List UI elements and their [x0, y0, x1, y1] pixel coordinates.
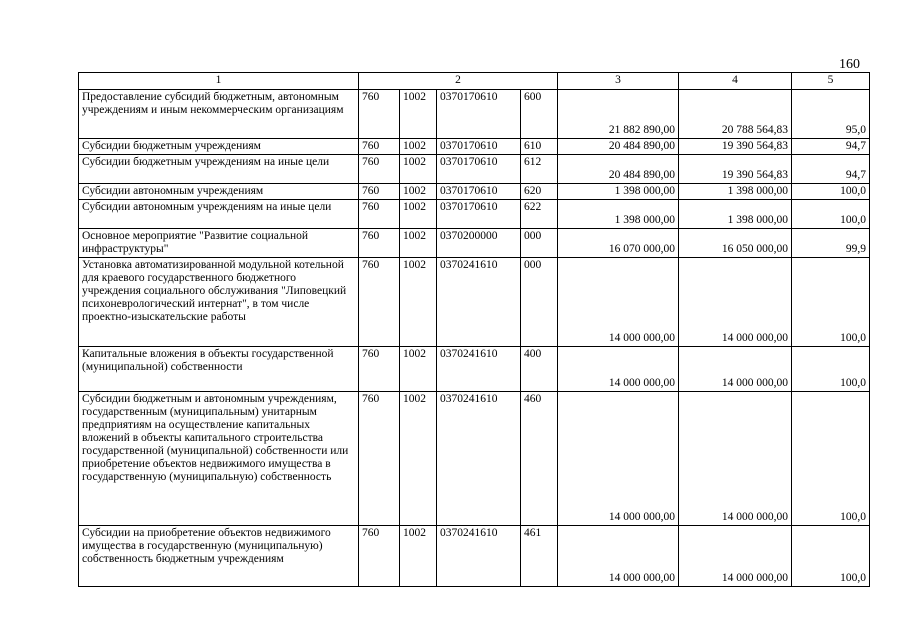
table-row	[79, 258, 870, 347]
page-number: 160	[839, 57, 860, 72]
row-code-expense-type: 000	[521, 258, 558, 347]
row-value-planned: 14 000 000,00	[558, 392, 679, 526]
row-value-executed: 14 000 000,00	[679, 526, 792, 587]
row-code-expense-type: 460	[521, 392, 558, 526]
row-code-admin: 760	[359, 200, 400, 229]
table-row	[79, 155, 870, 184]
row-value-executed: 20 788 564,83	[679, 90, 792, 139]
row-code-admin: 760	[359, 347, 400, 392]
row-code-admin: 760	[359, 258, 400, 347]
row-code-section: 1002	[400, 200, 437, 229]
row-code-section: 1002	[400, 184, 437, 200]
header-row	[79, 73, 870, 90]
row-name: Субсидии автономным учреждениям	[79, 184, 359, 200]
row-value-percent: 99,9	[792, 229, 870, 258]
table-row	[79, 139, 870, 155]
row-name: Установка автоматизированной модульной котельной для краевого государственного бюджетного учреждения социального обслуживания "Липовецкий психоневрологический интернат", в том числе проектно-изыскательские работы	[79, 258, 359, 347]
table-row	[79, 200, 870, 229]
row-name: Основное мероприятие "Развитие социальной инфраструктуры"	[79, 229, 359, 258]
row-value-planned: 16 070 000,00	[558, 229, 679, 258]
row-value-executed: 14 000 000,00	[679, 347, 792, 392]
row-value-percent: 100,0	[792, 184, 870, 200]
row-code-admin: 760	[359, 155, 400, 184]
row-code-target: 0370241610	[437, 392, 521, 526]
row-code-target: 0370170610	[437, 200, 521, 229]
row-value-planned: 20 484 890,00	[558, 155, 679, 184]
row-code-admin: 760	[359, 90, 400, 139]
row-value-planned: 14 000 000,00	[558, 526, 679, 587]
row-code-target: 0370170610	[437, 90, 521, 139]
row-name: Субсидии автономным учреждениям на иные цели	[79, 200, 359, 229]
row-code-target: 0370170610	[437, 139, 521, 155]
row-value-percent: 100,0	[792, 258, 870, 347]
row-code-target: 0370241610	[437, 347, 521, 392]
table-row	[79, 526, 870, 587]
row-code-expense-type: 620	[521, 184, 558, 200]
row-name: Субсидии бюджетным учреждениям на иные цели	[79, 155, 359, 184]
row-code-target: 0370241610	[437, 258, 521, 347]
row-code-section: 1002	[400, 258, 437, 347]
row-code-expense-type: 000	[521, 229, 558, 258]
row-value-percent: 95,0	[792, 90, 870, 139]
row-code-section: 1002	[400, 392, 437, 526]
row-name: Капитальные вложения в объекты государственной (муниципальной) собственности	[79, 347, 359, 392]
row-value-planned: 14 000 000,00	[558, 258, 679, 347]
row-value-executed: 1 398 000,00	[679, 200, 792, 229]
row-value-planned: 1 398 000,00	[558, 184, 679, 200]
row-code-section: 1002	[400, 155, 437, 184]
table-row	[79, 229, 870, 258]
row-code-expense-type: 461	[521, 526, 558, 587]
row-code-target: 0370170610	[437, 155, 521, 184]
row-code-target: 0370200000	[437, 229, 521, 258]
row-value-planned: 20 484 890,00	[558, 139, 679, 155]
header-col-3: 3	[558, 73, 679, 90]
row-code-admin: 760	[359, 526, 400, 587]
row-code-section: 1002	[400, 139, 437, 155]
row-value-executed: 1 398 000,00	[679, 184, 792, 200]
row-value-executed: 14 000 000,00	[679, 392, 792, 526]
table-row	[79, 347, 870, 392]
row-code-expense-type: 600	[521, 90, 558, 139]
row-value-percent: 94,7	[792, 139, 870, 155]
row-value-planned: 14 000 000,00	[558, 347, 679, 392]
row-value-executed: 19 390 564,83	[679, 139, 792, 155]
row-value-percent: 100,0	[792, 200, 870, 229]
header-col-1: 1	[79, 73, 359, 90]
row-value-executed: 19 390 564,83	[679, 155, 792, 184]
row-value-percent: 100,0	[792, 347, 870, 392]
table-row	[79, 184, 870, 200]
row-value-percent: 100,0	[792, 392, 870, 526]
row-code-section: 1002	[400, 229, 437, 258]
row-code-admin: 760	[359, 392, 400, 526]
row-code-admin: 760	[359, 184, 400, 200]
row-value-percent: 94,7	[792, 155, 870, 184]
header-col-4: 4	[679, 73, 792, 90]
row-value-planned: 21 882 890,00	[558, 90, 679, 139]
row-name: Субсидии бюджетным учреждениям	[79, 139, 359, 155]
row-code-admin: 760	[359, 229, 400, 258]
row-code-section: 1002	[400, 90, 437, 139]
row-code-expense-type: 400	[521, 347, 558, 392]
table-row	[79, 90, 870, 139]
row-name: Субсидии на приобретение объектов недвижимого имущества в государственную (муниципальную) собственность бюджетным учреждениям	[79, 526, 359, 587]
row-name: Предоставление субсидий бюджетным, автономным учреждениям и иным некоммерческим организациям	[79, 90, 359, 139]
row-code-section: 1002	[400, 526, 437, 587]
header-col-2: 2	[359, 73, 558, 90]
table-row	[79, 392, 870, 526]
row-value-executed: 14 000 000,00	[679, 258, 792, 347]
row-name: Субсидии бюджетным и автономным учреждениям, государственным (муниципальным) унитарным предприятиям на осуществление капитальных вложений в объекты капитального строительства государственной (муниципальной) собственности или приобретение объектов недвижимого имущества в государственную (муниципальную) собственность	[79, 392, 359, 526]
budget-table	[78, 72, 870, 587]
row-value-planned: 1 398 000,00	[558, 200, 679, 229]
row-code-target: 0370241610	[437, 526, 521, 587]
row-code-expense-type: 622	[521, 200, 558, 229]
row-code-expense-type: 612	[521, 155, 558, 184]
row-code-section: 1002	[400, 347, 437, 392]
row-code-admin: 760	[359, 139, 400, 155]
header-col-5: 5	[792, 73, 870, 90]
row-code-expense-type: 610	[521, 139, 558, 155]
row-code-target: 0370170610	[437, 184, 521, 200]
row-value-executed: 16 050 000,00	[679, 229, 792, 258]
row-value-percent: 100,0	[792, 526, 870, 587]
